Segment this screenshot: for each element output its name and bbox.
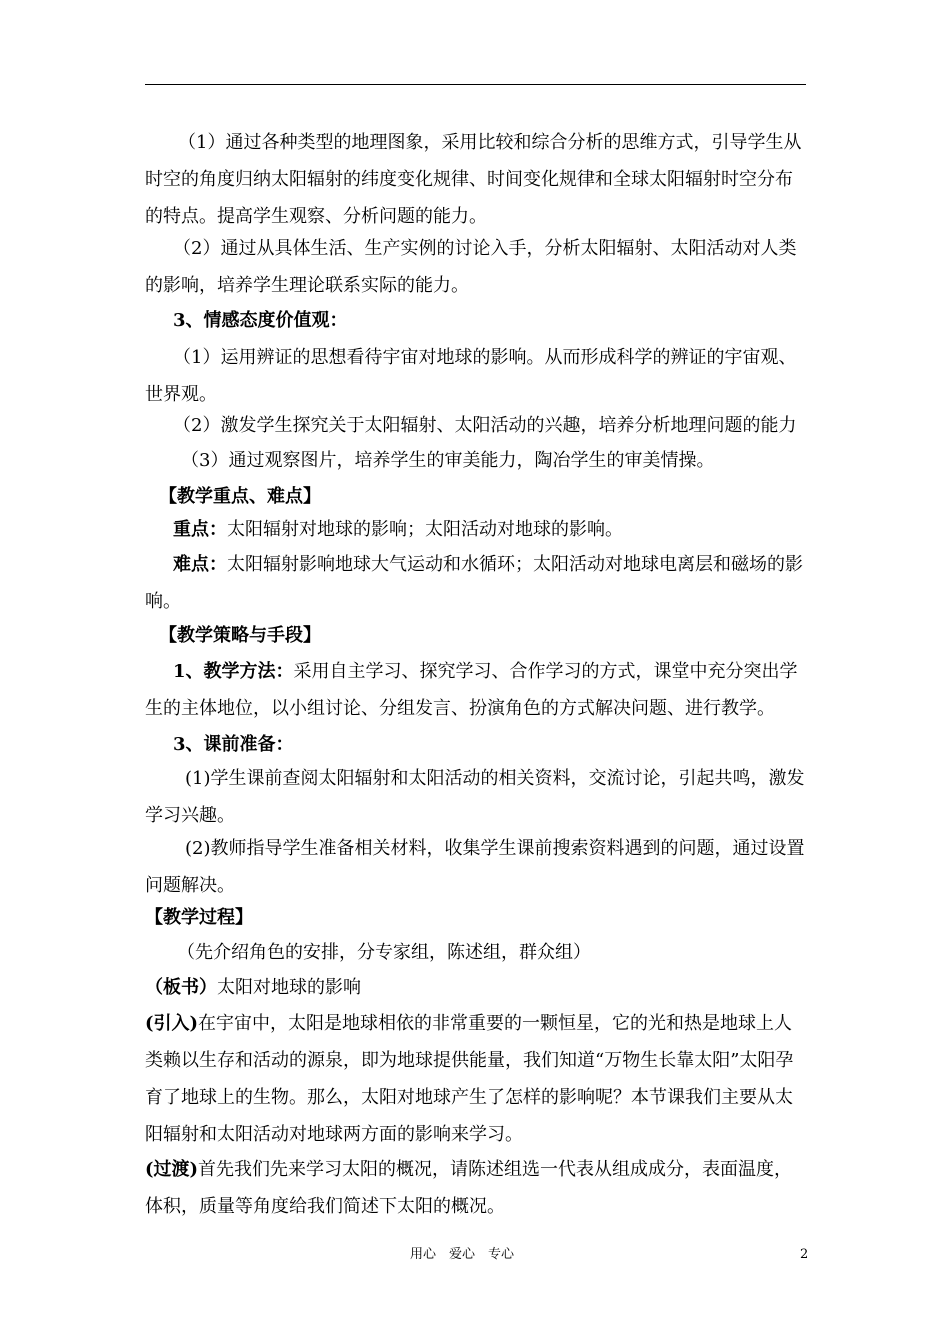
paragraph-emotion-1: （1）运用辨证的思想看待宇宙对地球的影响。从而形成科学的辨证的宇宙观、世界观。	[145, 347, 797, 405]
paragraph-emotion-2: （2）激发学生探究关于太阳辐射、太阳活动的兴趣，培养分析地理问题的能力	[173, 415, 797, 436]
paragraph-obj-2: （2）通过从具体生活、生产实例的讨论入手，分析太阳辐射、太阳活动对人类的影响，培养学生理论联系实际的能力。	[145, 238, 797, 296]
paragraph-obj-1: （1）通过各种类型的地理图象，采用比较和综合分析的思维方式，引导学生从时空的角度归纳太阳辐射的纬度变化规律、时间变化规律和全球太阳辐射时空分布的特点。提高学生观察、分析问题的能力。	[145, 132, 802, 227]
paragraph-intro: (引入)在宇宙中，太阳是地球相依的非常重要的一颗恒星，它的光和热是地球上人类赖以生存和活动的源泉，即为地球提供能量，我们知道“万物生长靠太阳”太阳孕育了地球上的生物。那么，太阳对地球产生了怎样的影响呢？本节课我们主要从太阳辐射和太阳活动对地球两方面的影响来学习。	[145, 1013, 794, 1145]
paragraph-key-point: 重点：太阳辐射对地球的影响；太阳活动对地球的影响。	[173, 519, 623, 540]
heading-key-points: 【教学重点、难点】	[159, 486, 321, 507]
footer-motto: 用心 爱心 专心	[410, 1247, 515, 1262]
paragraph-prep-2: (2)教师指导学生准备相关材料，收集学生课前搜索资料遇到的问题，通过设置问题解决。	[145, 838, 805, 896]
paragraph-emotion-3: （3）通过观察图片，培养学生的审美能力，陶冶学生的审美情操。	[181, 450, 715, 471]
paragraph-method: 1、教学方法：采用自主学习、探究学习、合作学习的方式，课堂中充分突出学生的主体地位，以小组讨论、分组发言、扮演角色的方式解决问题、进行教学。	[145, 661, 798, 719]
header-rule	[145, 84, 806, 85]
paragraph-transition: (过渡)首先我们先来学习太阳的概况，请陈述组选一代表从组成成分，表面温度，体积，质量等角度给我们简述下太阳的概况。	[145, 1159, 793, 1217]
heading-strategy: 【教学策略与手段】	[159, 625, 321, 646]
heading-process: 【教学过程】	[145, 907, 253, 928]
paragraph-board: （板书）太阳对地球的影响	[145, 977, 361, 998]
heading-preparation: 3、课前准备：	[173, 734, 294, 755]
paragraph-roles: （先介绍角色的安排，分专家组，陈述组，群众组）	[177, 942, 591, 963]
heading-emotion: 3、情感态度价值观：	[173, 310, 348, 331]
paragraph-difficulty: 难点：太阳辐射影响地球大气运动和水循环；太阳活动对地球电离层和磁场的影响。	[145, 554, 803, 612]
page-number: 2	[800, 1247, 809, 1262]
paragraph-prep-1: (1)学生课前查阅太阳辐射和太阳活动的相关资料，交流讨论，引起共鸣，激发学习兴趣。	[145, 768, 805, 826]
